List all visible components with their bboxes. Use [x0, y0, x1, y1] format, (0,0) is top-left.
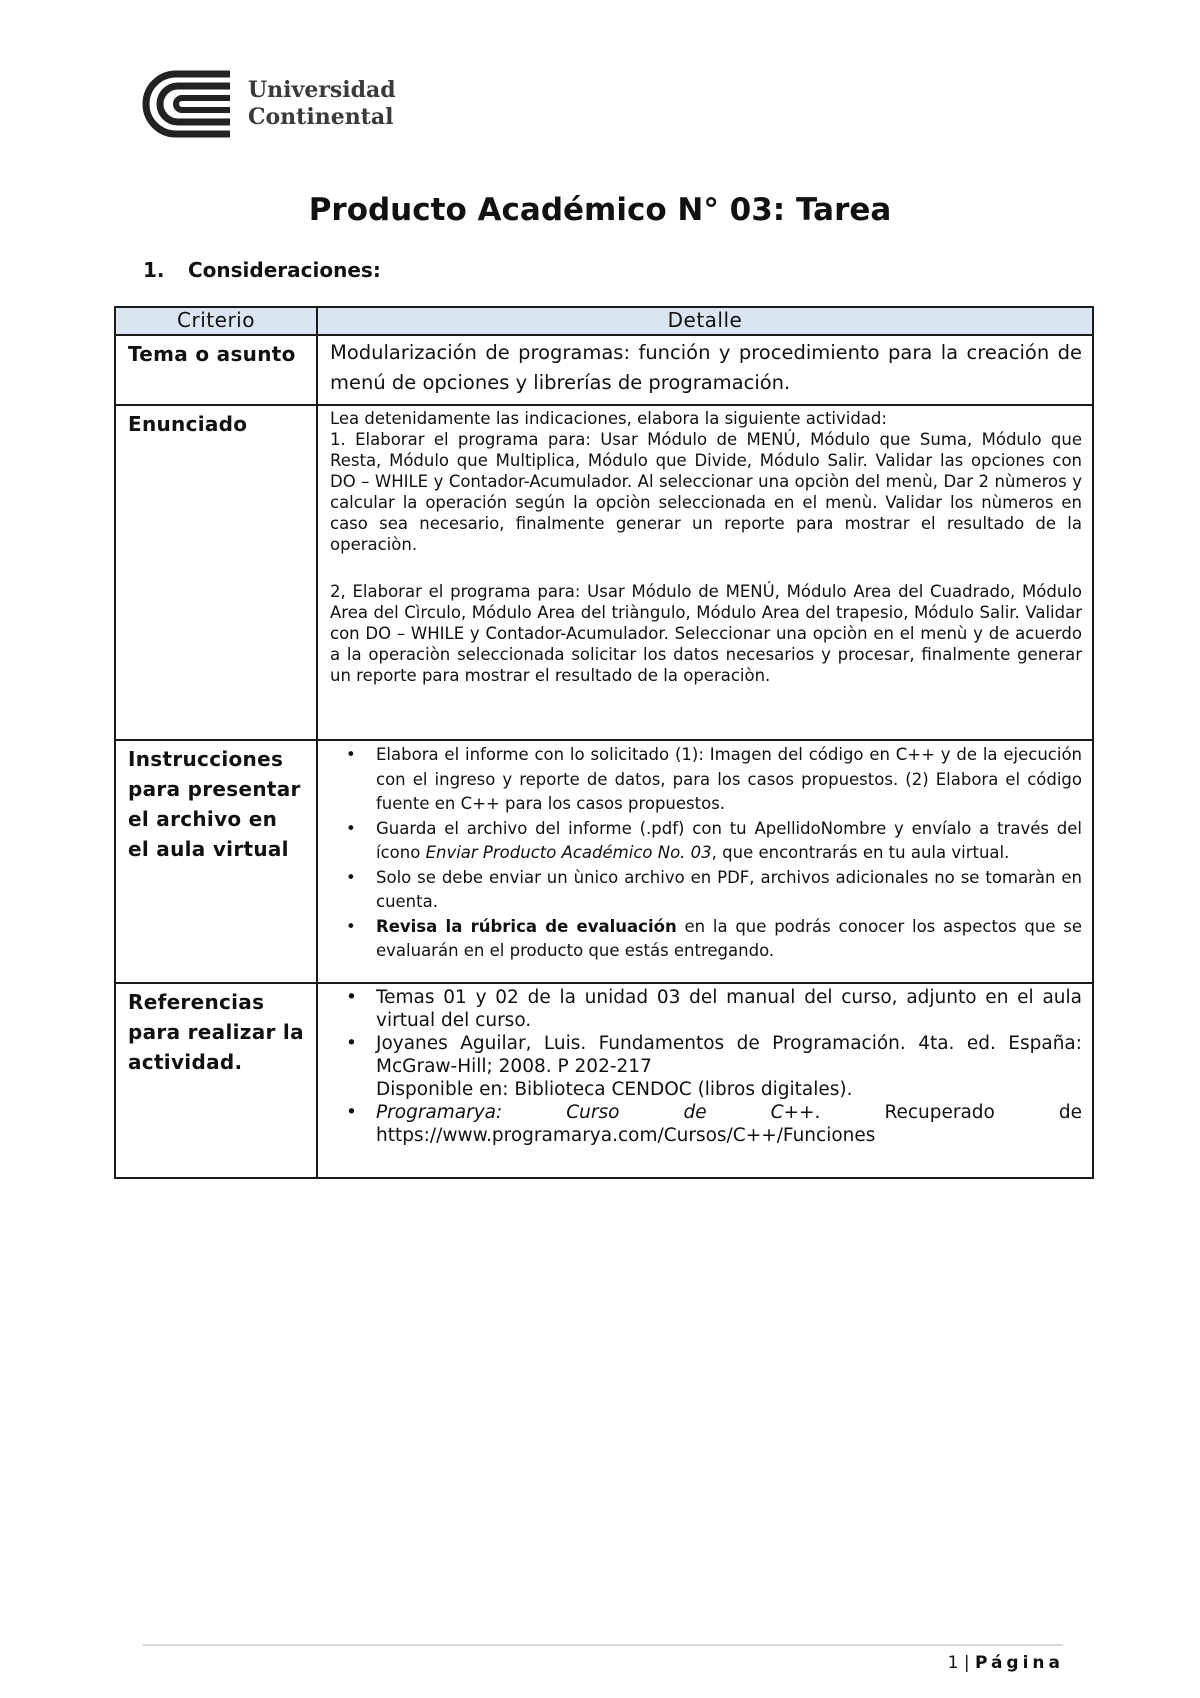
detalle-referencias [317, 983, 1093, 1178]
enunciado-intro: Lea detenidamente las indicaciones, elabora la siguiente actividad: [330, 409, 887, 428]
table-row [115, 405, 1093, 740]
bullet-icon: • [346, 867, 356, 887]
criterio-instrucciones: Instrucciones para presentar el archivo en el aula virtual [115, 740, 317, 983]
list-item: • Solo se debe enviar un ùnico archivo en PDF, archivos adicionales no se tomaràn en cuenta. [346, 867, 1082, 911]
detalle-instrucciones [317, 740, 1093, 983]
enunciado-item-1: 1. Elaborar el programa para: Usar Módulo de MENÚ, Módulo que Suma, Módulo que Resta, Módulo que Multiplica, Módulo que Divide, Módulo Salir. Validar las opciones con DO – WHILE y Contador-Acumulador. Al seleccionar una opciòn del menù, Dar 2 nùmeros y calcular la operación según la opciòn seleccionada en el menù. Validar los nùmeros en caso sea necesario, finalmente generar un reporte para mostrar el resultado de la operaciòn. [330, 430, 1082, 554]
criterio-tema: Tema o asunto [115, 335, 317, 405]
table-row [115, 335, 1093, 405]
page-word: Página [974, 1653, 1064, 1673]
logo-line-1: Universidad [248, 77, 396, 103]
enunciado-item-2: 2, Elaborar el programa para: Usar Módulo de MENÚ, Módulo Area del Cuadrado, Módulo Area del Cìrculo, Módulo Area del triàngulo, Módulo Area del trapesio, Módulo Salir. Validar con DO – WHILE y Contador-Acumulador. Seleccionar una opciòn en el menù y de acuerdo a la operaciòn seleccionada solicitar los datos necesarios y procesar, finalmente generar un reporte para mostrar el resultado de la operaciòn. [330, 582, 1082, 685]
logo-wordmark [248, 77, 396, 131]
logo-line-2: Continental [248, 104, 394, 130]
bullet-icon: • [346, 745, 356, 764]
criterio-referencias: Referencias para realizar la actividad. [115, 983, 317, 1178]
section-number: 1. [143, 258, 165, 282]
footer-divider [143, 1644, 1063, 1646]
table-header-row [115, 307, 1093, 335]
header-detalle: Detalle [317, 307, 1093, 335]
header-criterio: Criterio [115, 307, 317, 335]
bullet-icon: • [346, 818, 356, 838]
document-title: Producto Académico N° 03: Tarea [308, 192, 892, 228]
section-heading [143, 258, 381, 282]
table-row [115, 983, 1093, 1178]
bullet-icon: • [346, 1033, 357, 1054]
list-item: • Joyanes Aguilar, Luis. Fundamentos de Programación. 4ta. ed. España: McGraw-Hill; 2008. P 202-217 Disponible en: Biblioteca CENDOC (libros digitales). [346, 1033, 1082, 1100]
page-number: 1 [947, 1653, 959, 1673]
bullet-icon: • [346, 916, 356, 936]
bullet-icon: • [346, 987, 357, 1008]
university-logo [142, 70, 396, 138]
section-label: Consideraciones: [188, 258, 381, 282]
page-footer [948, 1653, 1064, 1673]
bullet-icon: • [346, 1102, 357, 1123]
detalle-tema: Modularización de programas: función y procedimiento para la creación de menú de opciones y librerías de programación. [317, 335, 1093, 405]
list-item: • Revisa la rúbrica de evaluación en la que podrás conocer los aspectos que se evaluarán en el producto que estás entregando. [346, 916, 1082, 960]
criterio-enunciado: Enunciado [115, 405, 317, 740]
footer-separator: | [963, 1653, 970, 1673]
list-item: • Elabora el informe con lo solicitado (1): Imagen del código en C++ y de la ejecución con el ingreso y reporte de datos, para los casos propuestos. (2) Elabora el código fuente en C++ para los casos propuestos. [346, 745, 1082, 813]
list-item: • Temas 01 y 02 de la unidad 03 del manual del curso, adjunto en el aula virtual del curso. [346, 987, 1082, 1031]
detalle-enunciado [317, 405, 1093, 740]
list-item: • Programarya: Curso de C++. Recuperado de https://www.programarya.com/Cursos/C++/Funciones [346, 1102, 1083, 1146]
list-item: • Guarda el archivo del informe (.pdf) con tu ApellidoNombre y envíalo a través del ícono Enviar Producto Académico No. 03, que encontrarás en tu aula virtual. [346, 818, 1082, 862]
table-row [115, 740, 1093, 983]
considerations-table [114, 306, 1094, 1179]
continental-logo-icon [142, 70, 234, 138]
